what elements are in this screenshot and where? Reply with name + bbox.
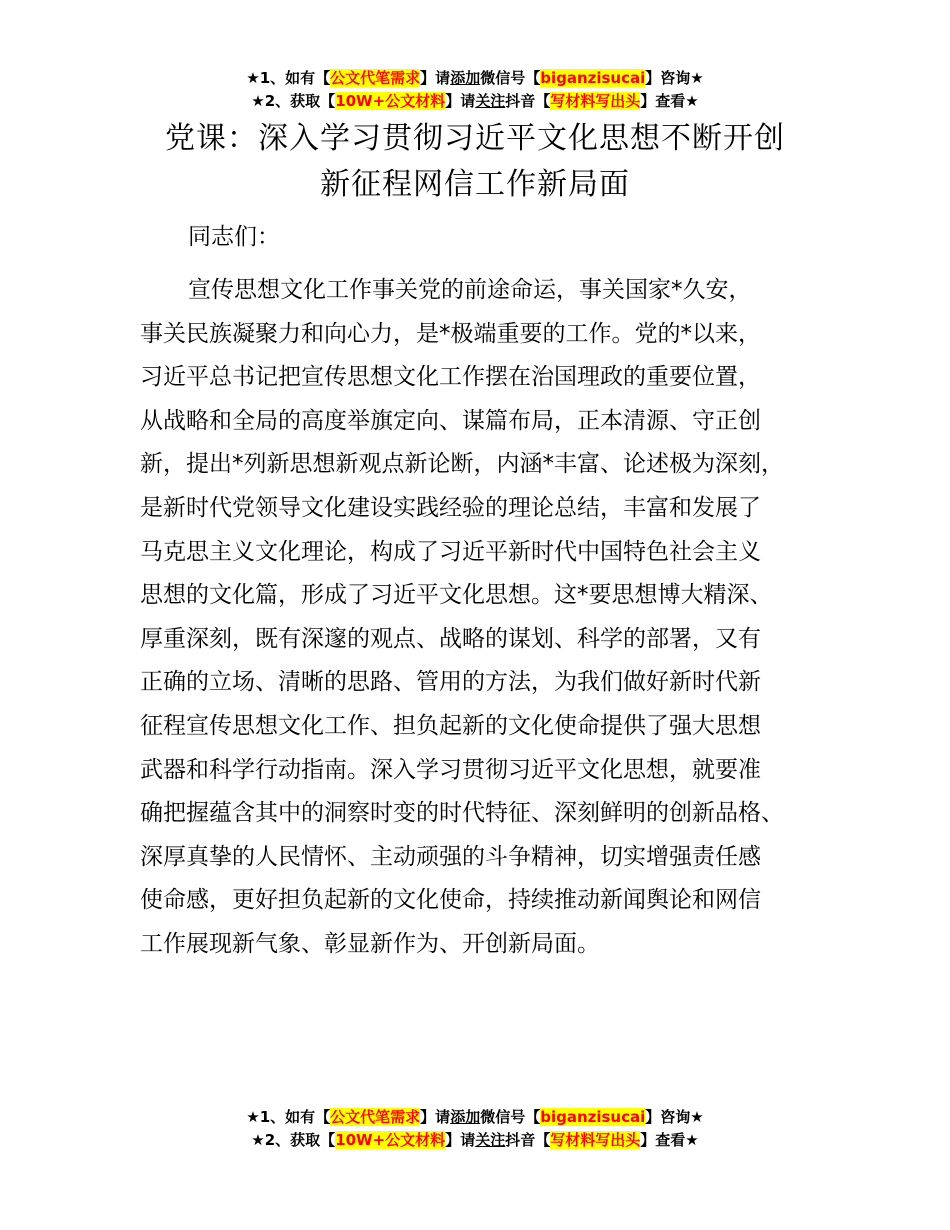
body-line: 习近平总书记把宣传思想文化工作摆在治国理政的重要位置， xyxy=(140,364,761,391)
footer-banner xyxy=(0,1106,950,1152)
banner-highlight: 写材料写出头 xyxy=(550,92,641,110)
body-line: 工作展现新气象、彰显新作为、开创新局面。 xyxy=(140,930,600,957)
banner-line-2: ★2、获取【10W+公文材料】请关注抖音【写材料写出头】查看★ xyxy=(251,1131,699,1149)
banner-highlight: 公文代笔需求 xyxy=(330,69,421,87)
banner-line-1: ★1、如有【公文代笔需求】请添加微信号【biganzisucai】咨询★ xyxy=(246,1108,704,1126)
body-line: 思想的文化篇，形成了习近平文化思想。这*要思想博大精深、 xyxy=(140,582,773,609)
banner-highlight: 10W+公文材料 xyxy=(335,1131,446,1149)
banner-line-1: ★1、如有【公文代笔需求】请添加微信号【biganzisucai】咨询★ xyxy=(246,69,704,87)
title-line-1: 党课：深入学习贯彻习近平文化思想不断开创 xyxy=(165,121,785,156)
title-line-2: 新征程网信工作新局面 xyxy=(320,167,630,202)
document-title xyxy=(0,116,950,208)
body-line: 是新时代党领导文化建设实践经验的理论总结，丰富和发展了 xyxy=(140,494,761,521)
salutation: 同志们： xyxy=(188,224,280,250)
body-line: 确把握蕴含其中的洞察时变的时代特征、深刻鲜明的创新品格、 xyxy=(140,800,784,827)
body-line: 征程宣传思想文化工作、担负起新的文化使命提供了强大思想 xyxy=(140,712,761,739)
body-line: 深厚真挚的人民情怀、主动顽强的斗争精神，切实增强责任感 xyxy=(140,843,761,870)
banner-highlight: 10W+公文材料 xyxy=(335,92,446,110)
body-line: 厚重深刻，既有深邃的观点、战略的谋划、科学的部署，又有 xyxy=(140,625,761,652)
banner-highlight: 写材料写出头 xyxy=(550,1131,641,1149)
body-line: 新，提出*列新思想新观点新论断，内涵*丰富、论述极为深刻， xyxy=(140,451,784,478)
body-line: 马克思主义文化理论，构成了习近平新时代中国特色社会主义 xyxy=(140,538,761,565)
header-banner xyxy=(0,67,950,113)
body-line: 事关民族凝聚力和向心力，是*极端重要的工作。党的*以来， xyxy=(140,320,761,347)
banner-highlight: 公文代笔需求 xyxy=(330,1108,421,1126)
banner-highlight: biganzisucai xyxy=(540,1108,646,1126)
banner-highlight: biganzisucai xyxy=(540,69,646,87)
body-paragraph xyxy=(140,269,830,967)
body-line: 正确的立场、清晰的思路、管用的方法，为我们做好新时代新 xyxy=(140,669,761,696)
body-line: 从战略和全局的高度举旗定向、谋篇布局，正本清源、守正创 xyxy=(140,407,761,434)
body-line: 武器和科学行动指南。深入学习贯彻习近平文化思想，就要准 xyxy=(140,756,761,783)
body-line: 使命感，更好担负起新的文化使命，持续推动新闻舆论和网信 xyxy=(140,887,761,914)
body-line: 宣传思想文化工作事关党的前途命运，事关国家*久安， xyxy=(188,277,752,303)
banner-line-2: ★2、获取【10W+公文材料】请关注抖音【写材料写出头】查看★ xyxy=(251,92,699,110)
